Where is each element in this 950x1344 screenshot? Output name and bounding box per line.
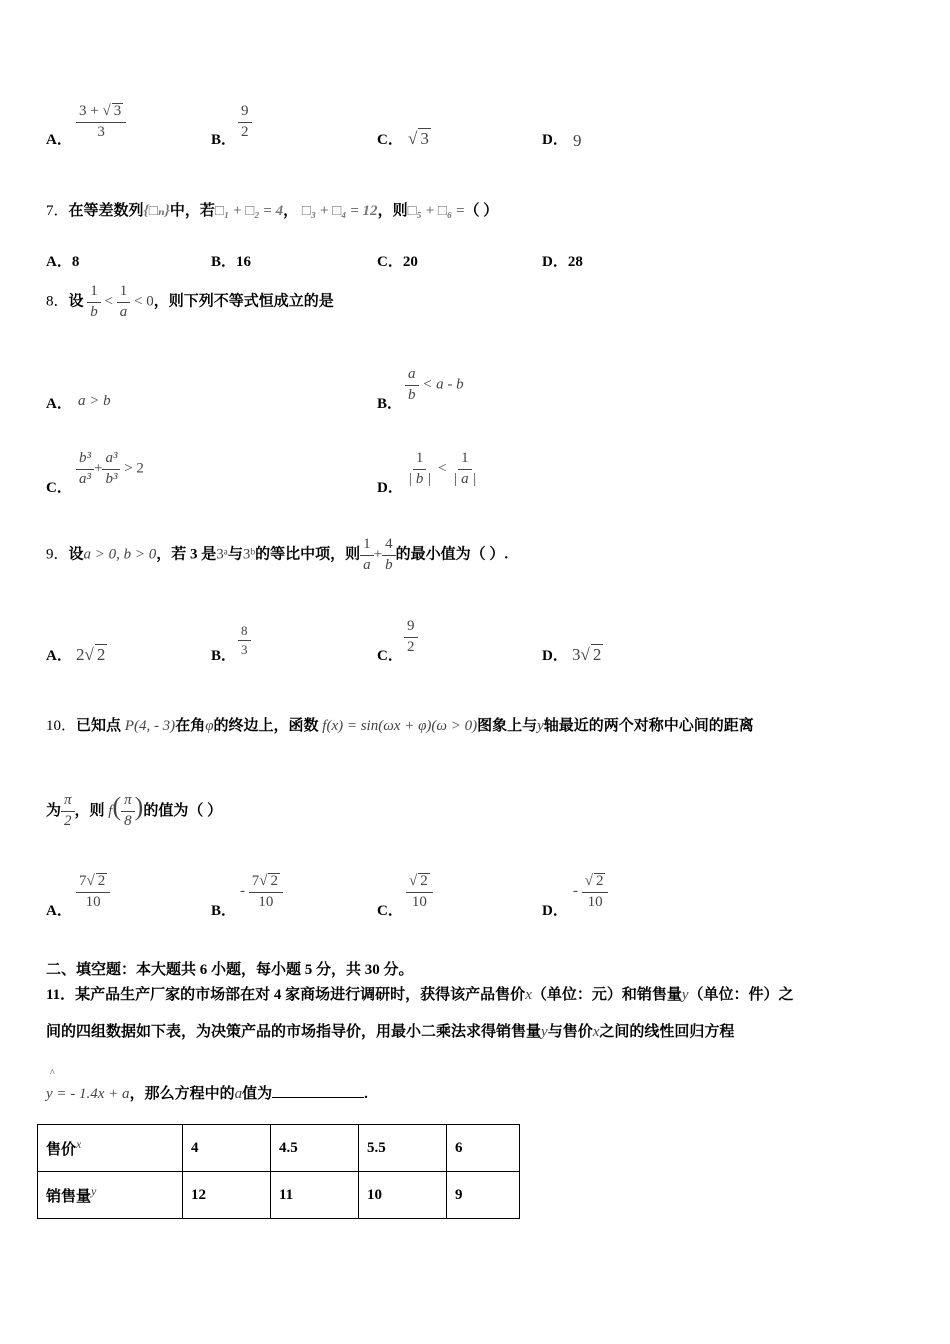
q10-option-c-value: $\frac{√ 2}{10}$ [406,873,433,911]
table-cell: 销售量$^y$ [38,1172,183,1219]
q6-option-d-label: D． [542,132,568,148]
q9-option-c-label: C． [377,648,403,664]
q11-line3: y = - 1.4x + a，那么方程中的a值为 . [46,1082,368,1103]
table-cell: 4 [183,1125,271,1172]
q10-stem-line1: 10．已知点 P(4, - 3)在角φ的终边上，函数 f(x) = sin(ωx + φ)(ω > 0)图象上与y轴最近的两个对称中心间的距离 [46,718,754,734]
q8-stem: 8．设 $\frac{1}{b}$ < $\frac{1}{a}$ < 0，则下列不等式恒成立的是 [46,283,334,320]
table-cell: 10 [359,1172,447,1219]
q7-option-d: D．28 [542,254,583,270]
q9-option-b-label: B． [211,648,237,664]
q10-option-b-label: B． [211,903,237,919]
q6-option-b-label: B． [211,132,237,148]
table-row [38,1125,520,1172]
q7-option-a: A．8 [46,254,80,270]
q11-hat-mark: ^ [50,1068,55,1079]
q6-option-d-value: 9 [573,131,582,150]
data-table [37,1124,520,1219]
table-cell: 4.5 [271,1125,359,1172]
q8-option-c-label: C． [46,480,72,496]
q7-option-b: B．16 [211,254,252,270]
q9-option-b-value: $\frac{8}{3}$ [238,624,251,656]
section-heading: 二、填空题：本大题共 6 小题，每小题 5 分，共 30 分。 [46,962,414,978]
q6-option-c-value: √ 3 [408,129,429,148]
answer-blank[interactable] [272,1083,364,1098]
table-cell: 6 [447,1125,520,1172]
q10-option-b-value: - $\frac{7√ 2}{10}$ [240,873,283,911]
q8-option-b-label: B． [377,396,403,412]
q7-stem: 7．在等差数列{□ₙ}中，若□₁ + □₂ = 4， □₃ + □₄ = 12，则□₅ + □₆ =（ ） [46,203,499,219]
q6-option-c-label: C． [377,132,403,148]
table-cell: 5.5 [359,1125,447,1172]
q9-option-d-label: D． [542,648,568,664]
q10-option-a-value: $\frac{7√ 2}{10}$ [76,873,110,911]
q9-option-c-value: $\frac{9}{2}$ [404,619,418,656]
table-cell: 11 [271,1172,359,1219]
table-cell: 售价$^x$ [38,1125,183,1172]
q7-option-c: C．20 [377,254,418,270]
q11-line1: 11．某产品生产厂家的市场部在对 4 家商场进行调研时，获得该产品售价x（单位：元）和销售量y（单位：件）之 [46,987,794,1003]
q9-stem: 9．设a > 0, b > 0，若 3 是3ᵃ与3ᵇ的等比中项，则 $\frac{1}{a}$ + $\frac{4}{b}$ 的最小值为（ ）. [46,536,509,573]
table-cell: 9 [447,1172,520,1219]
q10-option-c-label: C． [377,903,403,919]
q11-line2: 间的四组数据如下表，为决策产品的市场指导价，用最小二乘法求得销售量y与售价x之间的线性回归方程 [46,1024,735,1040]
q8-option-a-value: a > b [78,393,111,409]
q10-stem-line2: 为 $\frac{\pi}{2}$ ，则 f( $\frac{\pi}{8}$ )的值为（ ） [46,792,223,830]
q6-option-b-value: $\frac{9}{2}$ [238,104,252,141]
q9-option-a-label: A． [46,648,72,664]
q10-option-d-label: D． [542,903,568,919]
q9-option-d-value: 3√ 2 [572,645,602,664]
q8-option-b-value: $\frac{a}{b}$ < a - b [405,367,464,404]
q10-option-a-label: A． [46,903,72,919]
q9-option-a-value: 2√ 2 [76,645,106,664]
table-row [38,1172,520,1219]
q8-option-d-value: $\frac{1}{| b |}$ < $\frac{1}{| a |}$ [408,450,477,487]
q10-option-d-value: - $\frac{√ 2}{10}$ [573,873,608,911]
q6-option-a-label: A． [46,132,72,148]
q8-option-d-label: D． [377,480,403,496]
table-cell: 12 [183,1172,271,1219]
q8-option-c-value: $\frac{\text{b³}}{\text{a³}}$ + $\frac{\text{a³}}{\text{b³}}$ > 2 [76,451,144,488]
q6-option-a-value: $\frac{3 + √ 3}{3}$ [76,103,126,141]
q8-option-a-label: A． [46,396,72,412]
